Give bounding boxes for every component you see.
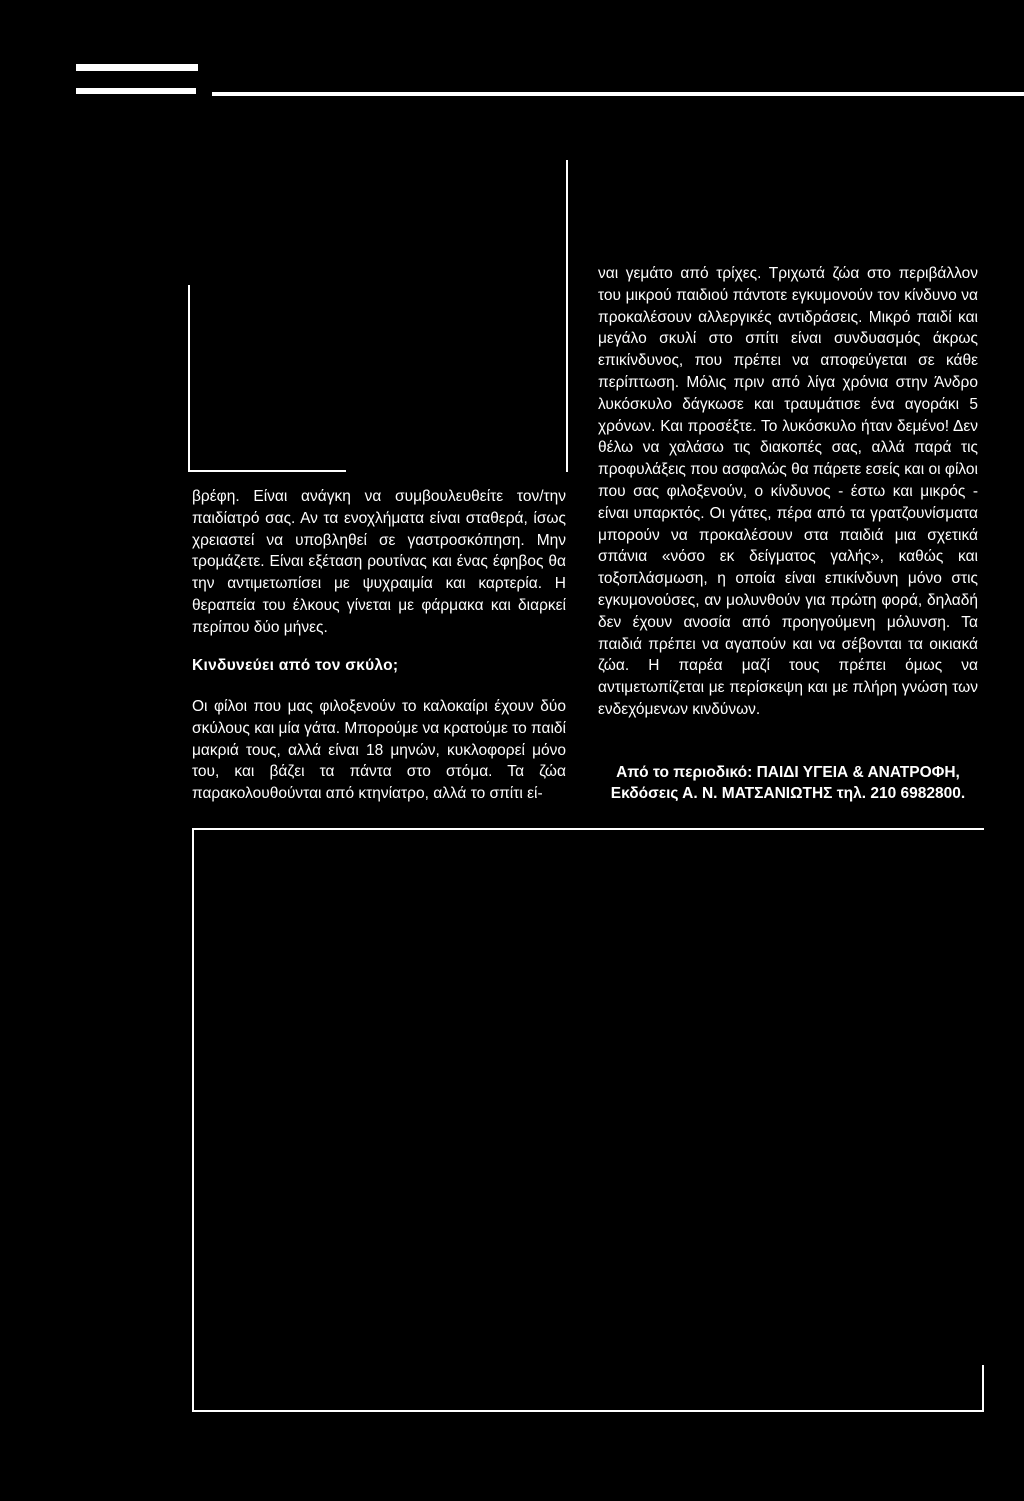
- bottom-frame-bottom-edge: [192, 1410, 984, 1412]
- top-frame-bottom-edge: [188, 470, 346, 472]
- right-paragraph: ναι γεμάτο από τρίχες. Τριχωτά ζώα στο περιβάλλον του μικρού παιδιού πάντοτε εγκυμονούν τον κίνδυνο να προκαλέσουν αλλεργικές αντιδράσεις. Μικρό παιδί και μεγάλο σκυλί στο σπίτι είναι συνδυασμός άκρως επικίνδυνος, που πρέπει να αποφεύγεται σε κάθε περίπτωση. Μόλις πριν από λίγα χρόνια στην Άνδρο λυκόσκυλο δάγκωσε και τραυμάτισε ένα αγοράκι 5 χρόνων. Και προσέξτε. Το λυκόσκυλο ήταν δεμένο! Δεν θέλω να χαλάσω τις διακοπές σας, αλλά παρά τις προφυλάξεις που ασφαλώς θα πάρετε εσείς και οι φίλοι που σας φιλοξενούν, ο κίνδυνος - έστω και μικρός - είναι υπαρκτός. Οι γάτες, πέρα από τα γρατζουνίσματα μπορούν να προκαλέσουν στα παιδιά μια σχετικά σπάνια «νόσο εκ δείγματος γαλής», καθώς και τοξοπλάσμωση, η οποία είναι επικίνδυνη μόνο στις εγκυμονούσες, αν μολυνθούν για πρώτη φορά, δηλαδή δεν έχουν ανοσία από προηγούμενη μόλυνση. Τα παιδιά πρέπει να αγαπούν και να σέβονται τα οικιακά ζώα. Η παρέα μαζί τους πρέπει όμως να αντιμετωπίζεται με περίσκεψη και με πλήρη γνώση των ενδεχόμενων κινδύνων.: [598, 265, 978, 718]
- bottom-frame-right-edge: [982, 1365, 984, 1412]
- header-bar-long: [212, 92, 1024, 96]
- bottom-frame-left-edge: [192, 828, 194, 1412]
- intro-paragraph: βρέφη. Είναι ανάγκη να συμβουλευθείτε τον/την παιδίατρό σας. Αν τα ενοχλήματα είναι σταθερά, ίσως χρειαστεί να υποβληθεί σε γαστροσκόπηση. Μην τρομάζετε. Είναι εξέταση ρουτίνας και ένας έφηβος θα την αντιμετωπίσει με ψυχραιμία και καρτερία. Η θεραπεία του έλκους γίνεται με φάρμακα και διαρκεί περίπου δύο μήνες.: [192, 488, 566, 636]
- source-line-1: Από το περιοδικό: ΠΑΙΔΙ ΥΓΕΙΑ & ΑΝΑΤΡΟΦΗ,: [616, 764, 960, 781]
- section-heading: Κινδυνεύει από τον σκύλο;: [192, 657, 399, 674]
- left-column-intro: [192, 486, 566, 639]
- bottom-frame-top-edge: [192, 828, 984, 830]
- top-image-frame: [188, 160, 568, 472]
- source-credit: [588, 762, 988, 804]
- section-paragraph: Οι φίλοι που μας φιλοξενούν το καλοκαίρι έχουν δύο σκύλους και μία γάτα. Μπορούμε να κρατούμε το παιδί μακριά τους, αλλά είναι 18 μηνών, κυκλοφορεί μόνο του, και βάζει τα πάντα στο στόμα. Τα ζώα παρακολουθούνται από κτηνίατρο, αλλά το σπίτι εί-: [192, 698, 566, 803]
- right-column: [598, 263, 978, 721]
- top-frame-left-edge: [188, 285, 190, 471]
- header-bar-marker: [76, 88, 196, 94]
- left-column-section: [192, 696, 566, 805]
- source-line-2: Εκδόσεις Α. Ν. ΜΑΤΣΑΝΙΩΤΗΣ τηλ. 210 6982800.: [610, 785, 966, 802]
- header-bar-small: [76, 64, 198, 71]
